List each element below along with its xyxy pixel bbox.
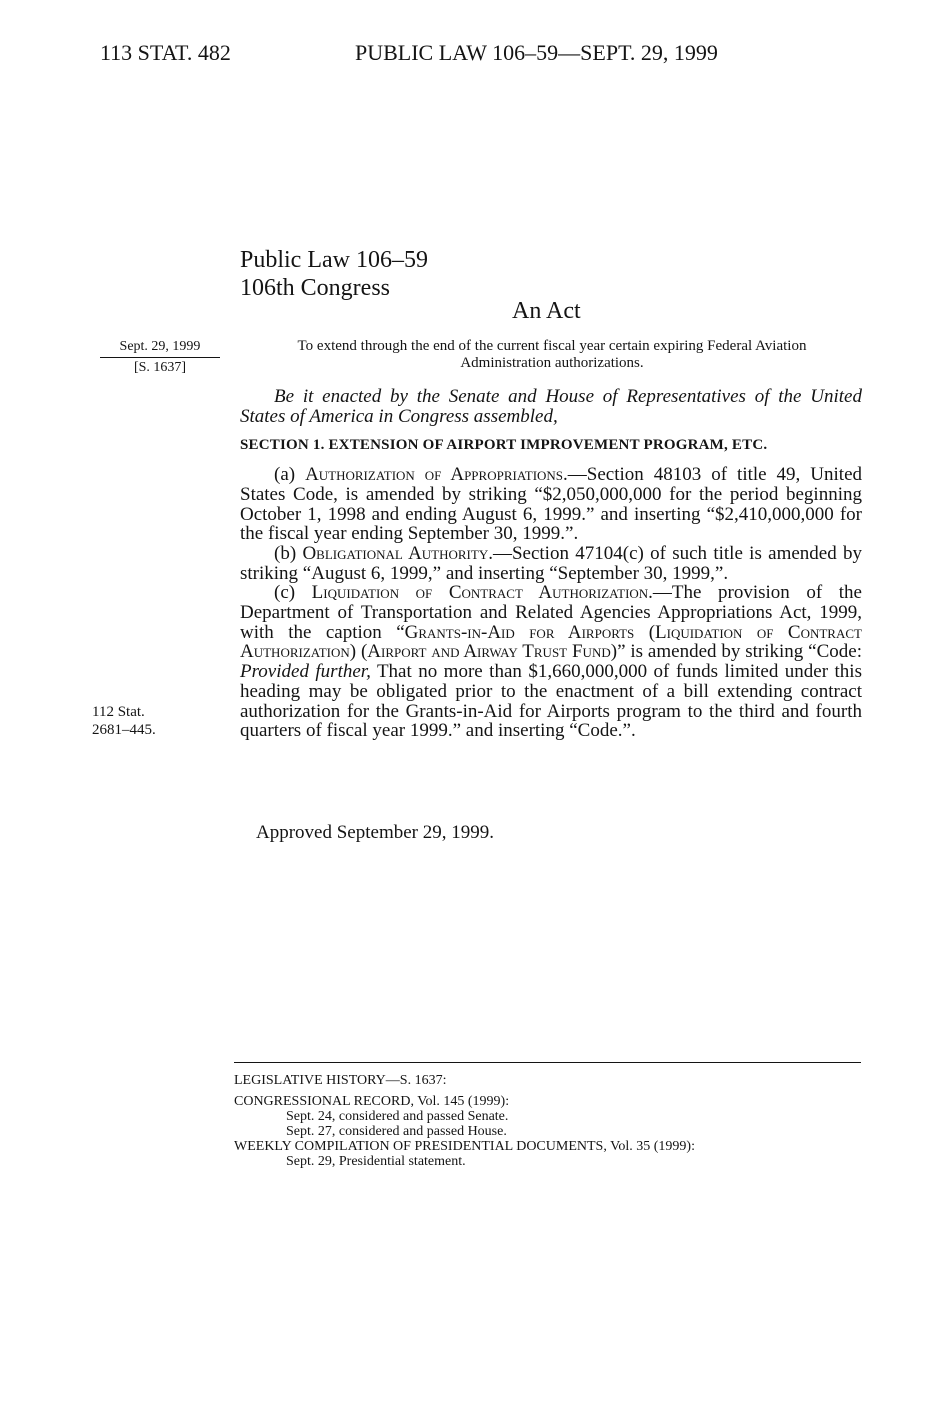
purpose-statement: To extend through the end of the current fiscal year certain expiring Federal Aviation Administration authorizations.: [297, 338, 807, 371]
history-divider: [234, 1062, 861, 1063]
subsection-a: (a) Authorization of Appropriations.—Section 48103 of title 49, United States Code, is amended by striking “$2,050,000,000 for the period beginning October 1, 1998 and ending August 6, 1999.” and inserting “$2,410,000,000 for the fiscal year ending September 30, 1999.”.: [240, 464, 862, 545]
legislative-history: [234, 1073, 874, 1169]
subsection-b-heading: Obligational Authority: [302, 542, 489, 564]
appropriations-caption: Grants-in-Aid for Airports (Liquidation of Contract Authorization) (Airport and Airway Trust Fund): [240, 621, 862, 663]
subsection-b: (b) Obligational Authority.—Section 47104(c) of such title is amended by striking “August 6, 1999,” and inserting “September 30, 1999,”.: [240, 542, 862, 584]
enactment-date: Sept. 29, 1999: [119, 339, 201, 354]
history-line: CONGRESSIONAL RECORD, Vol. 145 (1999):: [234, 1094, 510, 1109]
law-title: [240, 246, 428, 302]
an-act-heading: An Act: [512, 298, 581, 324]
running-head: [0, 40, 944, 70]
history-heading: LEGISLATIVE HISTORY—S. 1637:: [234, 1073, 447, 1088]
bill-number: [S. 1637]: [133, 360, 187, 375]
public-law-number: Public Law 106–59: [240, 247, 428, 273]
subsection-a-heading: Authorization of Appropriations: [305, 464, 564, 486]
subsection-c-heading: Liquidation of Contract Authorization: [311, 582, 649, 604]
history-line: Sept. 24, considered and passed Senate.: [286, 1109, 509, 1124]
enacting-clause: Be it enacted by the Senate and House of Representatives of the United States of America in Congress assembled,: [240, 386, 862, 427]
approval-date: Approved September 29, 1999.: [256, 822, 494, 843]
margin-divider: [100, 357, 220, 358]
public-law-date: PUBLIC LAW 106–59—SEPT. 29, 1999: [355, 40, 718, 65]
congress-number: 106th Congress: [240, 275, 390, 301]
section-heading: SECTION 1. EXTENSION OF AIRPORT IMPROVEMENT PROGRAM, ETC.: [240, 437, 768, 454]
subsection-c: (c) Liquidation of Contract Authorization.—The provision of the Department of Transportation and Related Agencies Appropriations Act, 1999, with the caption “Grants-in-Aid for Airports (Liquidation of Contract Authorization) (Airport and Airway Trust Fund)” is amended by striking “Code: Provided further, That no more than $1,660,000,000 of funds limited under this heading may be obligated prior to the enactment of a bill extending contract authorization for the Grants-in-Aid for Airports program to the third and fourth quarters of fiscal year 1999.” and inserting “Code.”.: [240, 582, 863, 742]
act-body: [240, 387, 862, 741]
margin-date-note: [100, 338, 220, 377]
margin-stat-reference: 112 Stat. 2681–445.: [92, 704, 156, 738]
history-line: WEEKLY COMPILATION OF PRESIDENTIAL DOCUMENTS, Vol. 35 (1999):: [234, 1139, 695, 1154]
history-line: Sept. 29, Presidential statement.: [286, 1154, 466, 1169]
history-line: Sept. 27, considered and passed House.: [286, 1124, 507, 1139]
stat-page-number: 113 STAT. 482: [100, 40, 231, 65]
